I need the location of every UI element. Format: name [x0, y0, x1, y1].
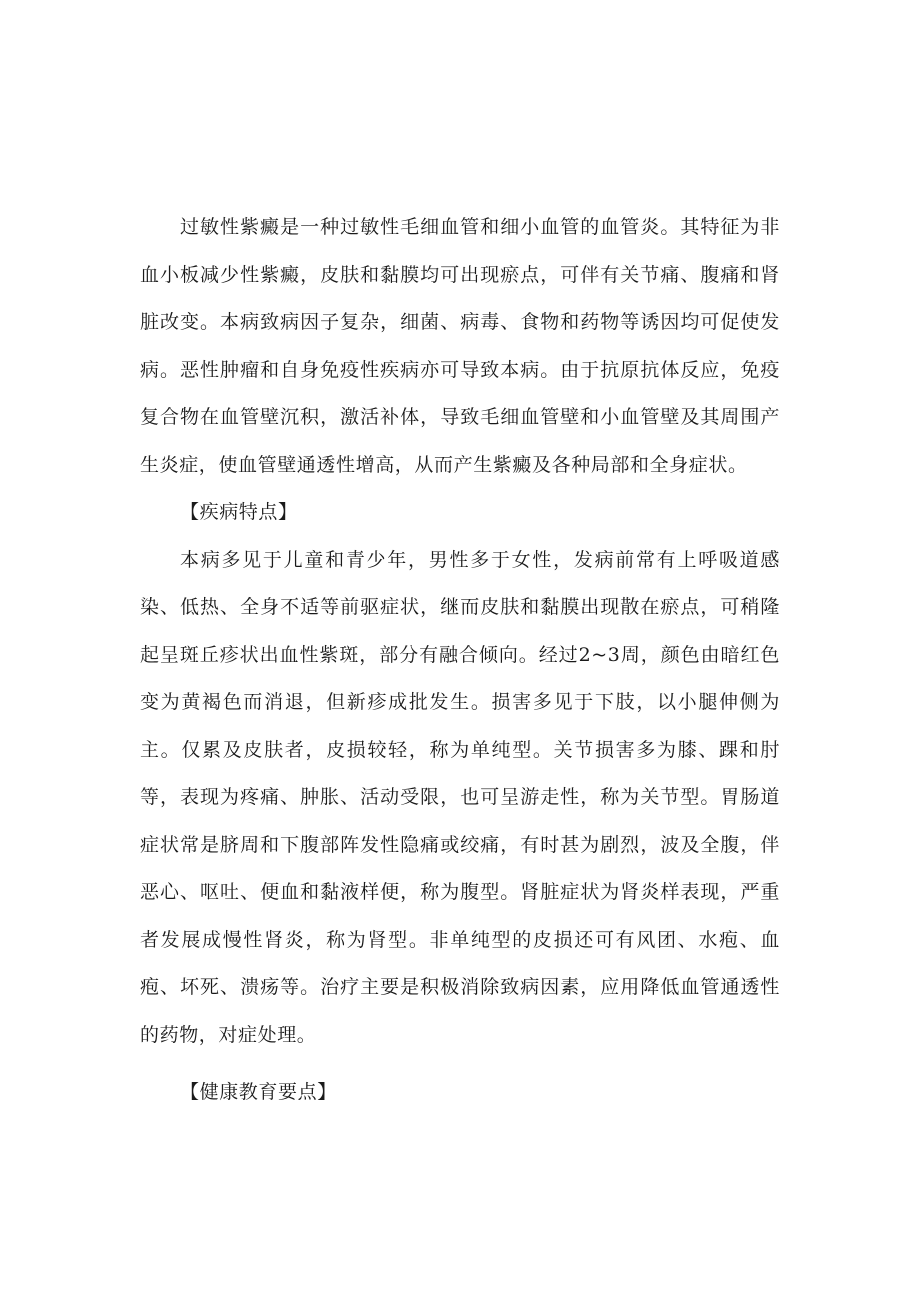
- disease-features-paragraph: 本病多见于儿童和青少年，男性多于女性，发病前常有上呼吸道感染、低热、全身不适等前驱症状，继而皮肤和黏膜出现散在瘀点，可稍隆起呈斑丘疹状出血性紫斑，部分有融合倾向。经过2~3周，颜色由暗红色变为黄褐色而消退，但新疹成批发生。损害多见于下肢，以小腿伸侧为主。仅累及皮肤者，皮损较轻，称为单纯型。关节损害多为膝、踝和肘等，表现为疼痛、肿胀、活动受限，也可呈游走性，称为关节型。胃肠道症状常是脐周和下腹部阵发性隐痛或绞痛，有时甚为剧烈，波及全腹，伴恶心、呕吐、便血和黏液样便，称为腹型。肾脏症状为肾炎样表现，严重者发展成慢性肾炎，称为肾型。非单纯型的皮损还可有风团、水疱、血疱、坏死、溃疡等。治疗主要是积极消除致病因素，应用降低血管通透性的药物，对症处理。: [140, 548, 780, 1046]
- section-heading-health-education: 【健康教育要点】: [180, 1081, 337, 1103]
- document-body: [140, 204, 780, 1117]
- intro-paragraph: 过敏性紫癜是一种过敏性毛细血管和细小血管的血管炎。其特征为非血小板减少性紫癜，皮肤和黏膜均可出现瘀点，可伴有关节痛、腹痛和肾脏改变。本病致病因子复杂，细菌、病毒、食物和药物等诱因均可促使发病。恶性肿瘤和自身免疫性疾病亦可导致本病。由于抗原抗体反应，免疫复合物在血管壁沉积，激活补体，导致毛细血管壁和小血管壁及其周围产生炎症，使血管壁通透性增高，从而产生紫癜及各种局部和全身症状。: [140, 216, 780, 476]
- section-heading-disease-features: 【疾病特点】: [180, 501, 298, 523]
